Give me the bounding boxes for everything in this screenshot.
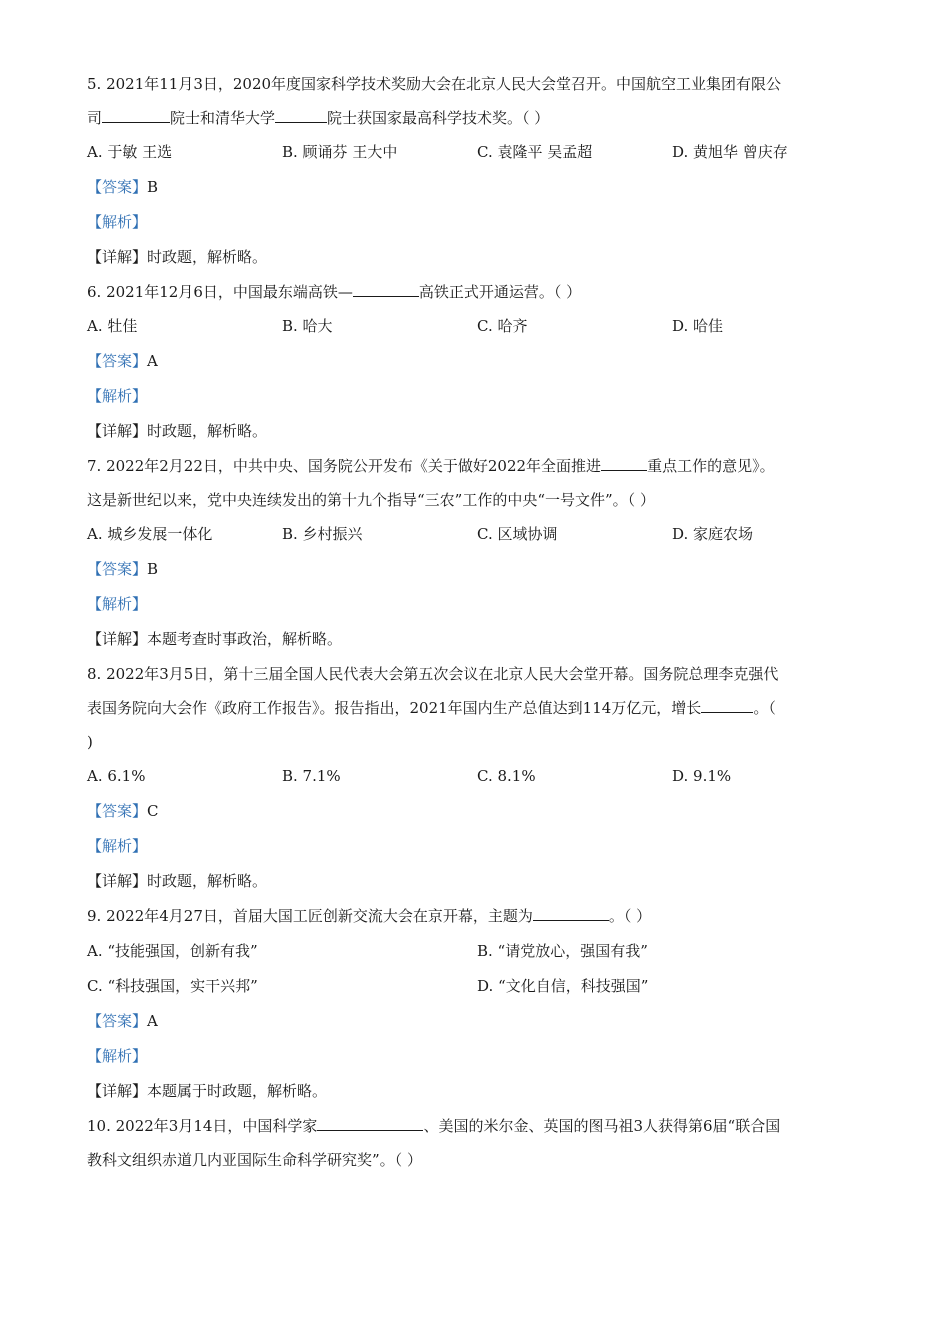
question-text: ) (87, 733, 93, 751)
detail-line (87, 421, 867, 441)
blank-underline (102, 108, 170, 123)
option-c: C. 区域协调 (477, 525, 558, 543)
detail-tag: 【详解】 (87, 248, 148, 266)
analysis-label: 【解析】 (87, 595, 148, 613)
question-text: 8. 2022年3月5日，第十三届全国人民代表大会第五次会议在北京人民大会堂开幕。国务院总理李克强代 (87, 665, 779, 683)
question-text (87, 906, 867, 926)
answer-line (87, 1011, 867, 1031)
detail-tag: 【详解】 (87, 872, 148, 890)
text-segment: 院士获国家最高科学技术奖。（ ） (327, 109, 550, 127)
option-d: D. “文化自信，科技强国” (477, 977, 649, 995)
detail-tag: 【详解】 (87, 1082, 148, 1100)
detail-line (87, 247, 867, 267)
question-10 (87, 1116, 867, 1170)
options-row (87, 142, 867, 162)
answer-value: A (147, 352, 158, 370)
text-segment: 高铁正式开通运营。（ ） (418, 283, 582, 301)
question-text: 5. 2021年11月3日，2020年度国家科学技术奖励大会在北京人民大会堂召开。中国航空工业集团有限公 (87, 75, 782, 93)
answer-line (87, 559, 867, 579)
option-b: B. “请党放心，强国有我” (477, 942, 648, 960)
question-8 (87, 664, 867, 891)
option-d: D. 黄旭华 曾庆存 (672, 143, 788, 161)
answer-value: B (147, 178, 159, 196)
blank-underline (533, 906, 609, 921)
detail-tag: 【详解】 (87, 630, 148, 648)
option-d: D. 哈佳 (672, 317, 724, 335)
question-9 (87, 906, 867, 1101)
options-row (87, 524, 867, 544)
blank-underline (353, 282, 419, 297)
option-b: B. 顾诵芬 王大中 (282, 143, 398, 161)
option-b: B. 7.1% (282, 767, 341, 785)
text-segment: 9. 2022年4月27日，首届大国工匠创新交流大会在京开幕，主题为 (87, 907, 533, 925)
option-c: C. “科技强国，实干兴邦” (87, 977, 258, 995)
answer-value: A (147, 1012, 158, 1030)
text-segment: 院士和清华大学 (170, 109, 276, 127)
text-segment: 司 (87, 109, 103, 127)
options-row (87, 941, 867, 961)
detail-line (87, 629, 867, 649)
answer-value: B (147, 560, 159, 578)
analysis-label: 【解析】 (87, 837, 148, 855)
text-segment: 。（ (753, 699, 776, 717)
blank-underline (601, 456, 647, 471)
analysis-label: 【解析】 (87, 1047, 148, 1065)
detail-text: 时政题，解析略。 (147, 248, 268, 266)
option-c: C. 袁隆平 吴孟超 (477, 143, 593, 161)
option-d: D. 9.1% (672, 767, 732, 785)
detail-line (87, 1081, 867, 1101)
answer-line (87, 177, 867, 197)
question-text (87, 282, 867, 302)
answer-tag: 【答案】 (87, 1012, 148, 1030)
question-text: 这是新世纪以来，党中央连续发出的第十九个指导“三农”工作的中央“一号文件”。（ ） (87, 491, 655, 509)
question-text (87, 456, 867, 476)
answer-tag: 【答案】 (87, 352, 148, 370)
option-b: B. 哈大 (282, 317, 333, 335)
options-row (87, 766, 867, 786)
question-text (87, 1116, 867, 1136)
option-a: A. 于敏 王选 (87, 143, 173, 161)
option-c: C. 哈齐 (477, 317, 528, 335)
option-a: A. 6.1% (87, 767, 146, 785)
analysis-label: 【解析】 (87, 213, 148, 231)
text-segment: 、美国的米尔金、英国的图马祖3人获得第6届“联合国 (423, 1117, 781, 1135)
options-row (87, 976, 867, 996)
detail-text: 本题属于时政题，解析略。 (147, 1082, 328, 1100)
detail-line (87, 871, 867, 891)
option-b: B. 乡村振兴 (282, 525, 363, 543)
question-text (87, 698, 867, 718)
question-7 (87, 456, 867, 649)
option-a: A. 牡佳 (87, 317, 138, 335)
text-segment: 7. 2022年2月22日，中共中央、国务院公开发布《关于做好2022年全面推进 (87, 457, 602, 475)
text-segment: 6. 2021年12月6日，中国最东端高铁— (87, 283, 353, 301)
answer-tag: 【答案】 (87, 802, 148, 820)
document-page (87, 74, 867, 1170)
option-a: A. “技能强国，创新有我” (87, 942, 258, 960)
option-d: D. 家庭农场 (672, 525, 754, 543)
answer-tag: 【答案】 (87, 560, 148, 578)
option-c: C. 8.1% (477, 767, 536, 785)
detail-text: 本题考查时事政治，解析略。 (147, 630, 343, 648)
blank-underline (317, 1116, 423, 1131)
answer-tag: 【答案】 (87, 178, 148, 196)
text-segment: 表国务院向大会作《政府工作报告》。报告指出，2021年国内生产总值达到114万亿元，增长 (87, 699, 702, 717)
blank-underline (701, 698, 753, 713)
options-row (87, 316, 867, 336)
question-text (87, 108, 867, 128)
answer-value: C (147, 802, 159, 820)
blank-underline (275, 108, 327, 123)
analysis-label: 【解析】 (87, 387, 148, 405)
text-segment: 。（ ） (608, 907, 652, 925)
question-text: 教科文组织赤道几内亚国际生命科学研究奖”。（ ） (87, 1151, 422, 1169)
detail-text: 时政题，解析略。 (147, 422, 268, 440)
question-5 (87, 74, 867, 267)
answer-line (87, 351, 867, 371)
text-segment: 重点工作的意见》。 (647, 457, 775, 475)
detail-text: 时政题，解析略。 (147, 872, 268, 890)
option-a: A. 城乡发展一体化 (87, 525, 213, 543)
detail-tag: 【详解】 (87, 422, 148, 440)
question-6 (87, 282, 867, 441)
text-segment: 10. 2022年3月14日，中国科学家 (87, 1117, 318, 1135)
answer-line (87, 801, 867, 821)
